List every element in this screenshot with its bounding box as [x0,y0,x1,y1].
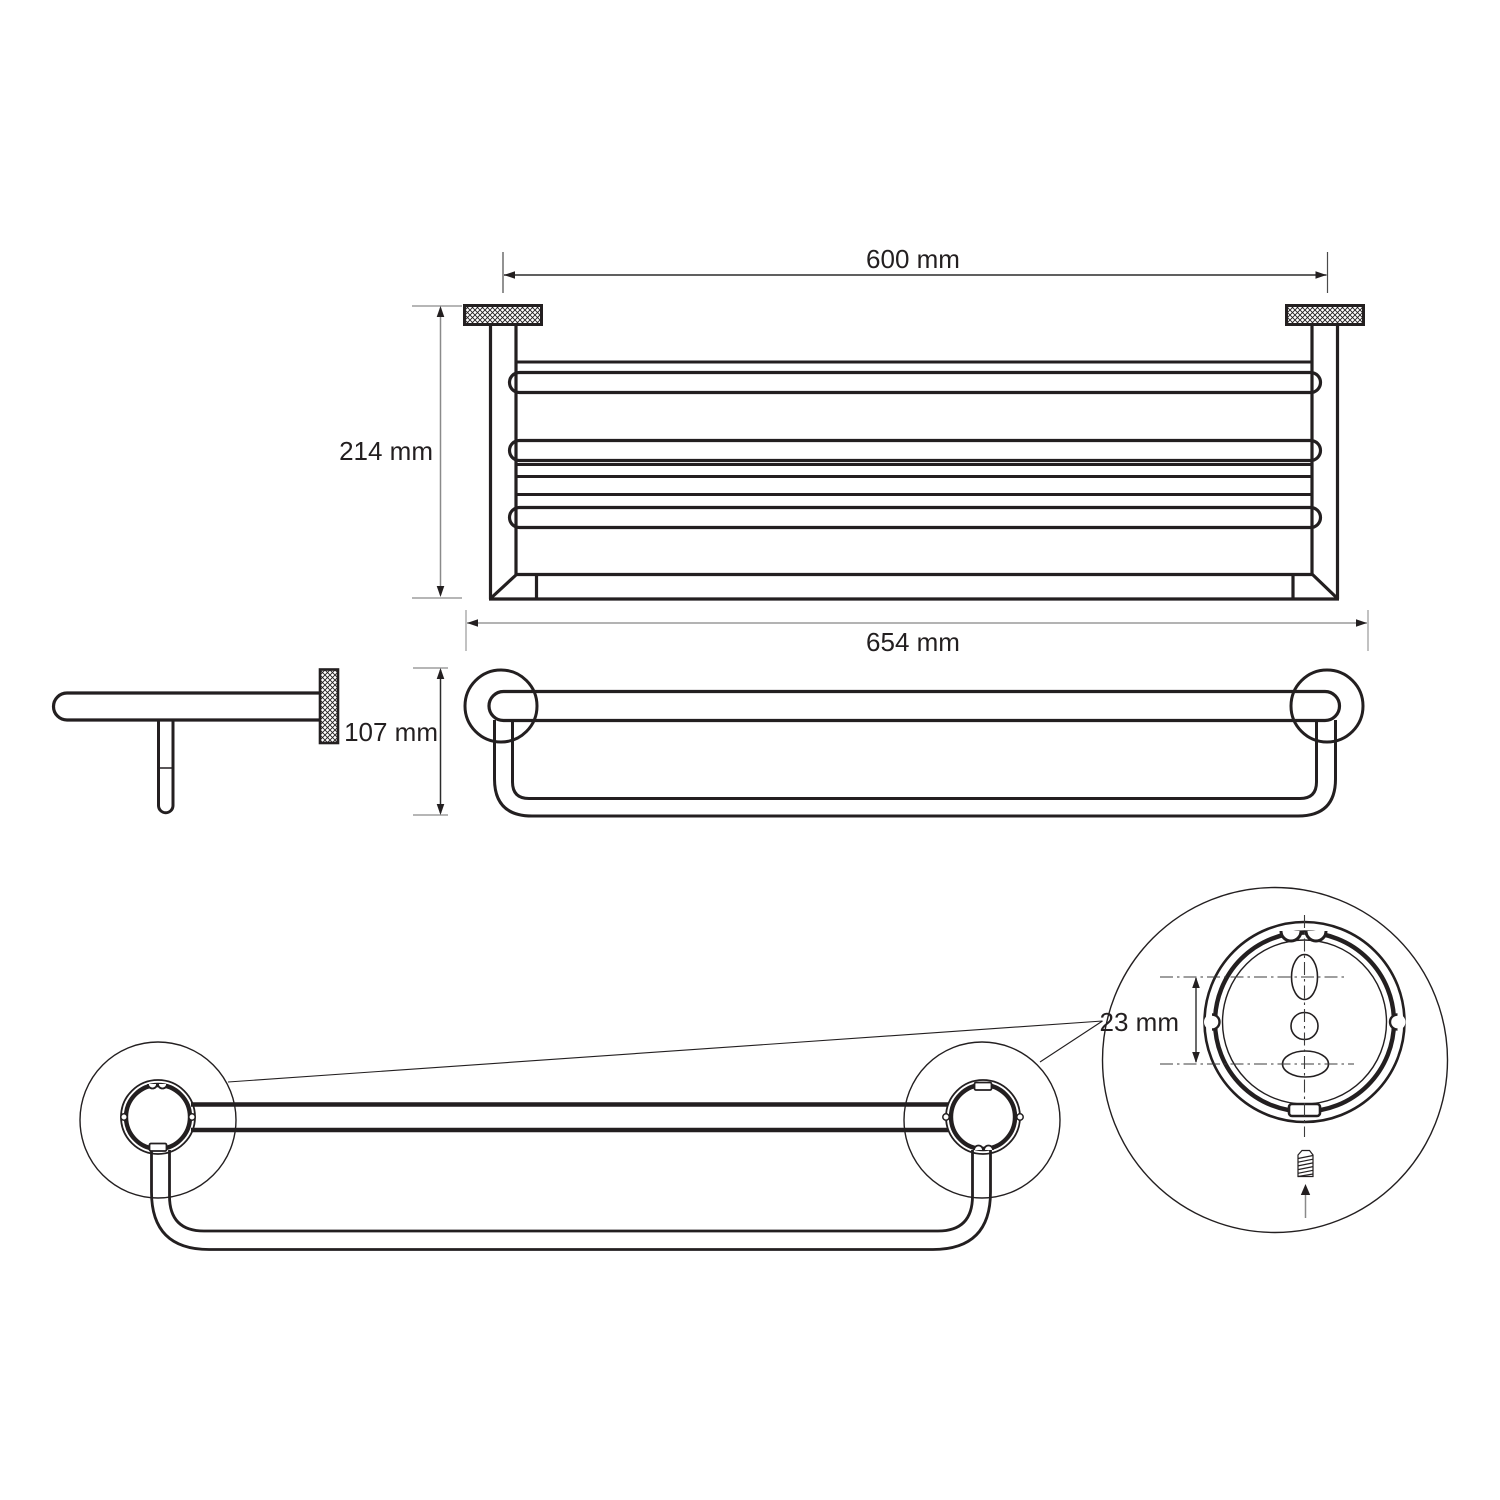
shelf-rail-1 [510,373,1321,393]
dimension-214mm [339,306,462,598]
rear-view [80,1021,1103,1250]
notch [1306,931,1326,941]
mount-ring-right [943,1080,1023,1154]
callout-circle-right [904,1042,1060,1198]
dimension-654mm [466,610,1368,657]
arrowhead-up [1192,977,1200,988]
notch [189,1114,195,1120]
wall-plate-left [465,306,542,325]
front-view [465,670,1363,816]
insert-arrow-icon [1301,1184,1310,1218]
notch [943,1114,949,1120]
chamfer-left [491,575,517,599]
leader-line-left [228,1021,1103,1082]
arrowhead-left [504,271,515,279]
dimension-label-600mm: 600 mm [866,244,960,274]
dimension-label-214mm: 214 mm [339,436,433,466]
callout-circle-left [80,1042,236,1198]
mount-rosette-left [465,670,537,742]
plan-view [339,244,1368,657]
screw-icon [1298,1151,1313,1177]
mount-rosette-right [1291,670,1363,742]
detail-view [1100,888,1448,1233]
arrowhead-up [437,668,445,679]
notch [158,1084,167,1089]
arrowhead-up [437,306,445,317]
shelf-front-bar [489,692,1340,721]
notch [1281,931,1301,941]
side-view [54,670,339,813]
arrowhead-right [1356,619,1367,627]
rear-towel-bar-inner [170,1150,973,1231]
arrowhead-down [1192,1052,1200,1063]
notch [150,1144,167,1152]
notch [121,1114,127,1120]
notch [1017,1114,1023,1120]
arrowhead-right [1316,271,1327,279]
arrowhead-left [467,619,478,627]
chamfer-right [1313,575,1338,599]
notch [984,1146,993,1151]
notch [974,1146,983,1151]
shelf-rail-3 [510,508,1321,528]
dimension-label-654mm: 654 mm [866,627,960,657]
dimension-label-23mm: 23 mm [1099,1007,1179,1037]
dimension-107mm [344,668,448,815]
post-left [491,324,517,599]
towel-bar-inner [513,720,1317,799]
post-right [1312,324,1338,599]
front-frame [489,575,1339,600]
towel-bar-drop [159,720,174,813]
leader-line-right [1040,1021,1103,1062]
rear-towel-bar-outer [152,1150,991,1250]
notch [975,1083,992,1091]
arrowhead-down [437,586,445,597]
arrowhead-down [437,804,445,815]
notch [148,1084,157,1089]
mount-ring-left [121,1080,195,1154]
dimension-label-107mm: 107 mm [344,717,438,747]
shelf-rail-2 [510,441,1321,461]
arrowhead-up [1301,1184,1310,1195]
wall-plate-side [320,670,338,744]
dimension-23mm [1100,977,1200,1063]
towel-bar-outer [495,720,1336,816]
shelf-arm [54,693,321,720]
wall-plate-right [1287,306,1364,325]
dimension-600mm [503,244,1328,293]
